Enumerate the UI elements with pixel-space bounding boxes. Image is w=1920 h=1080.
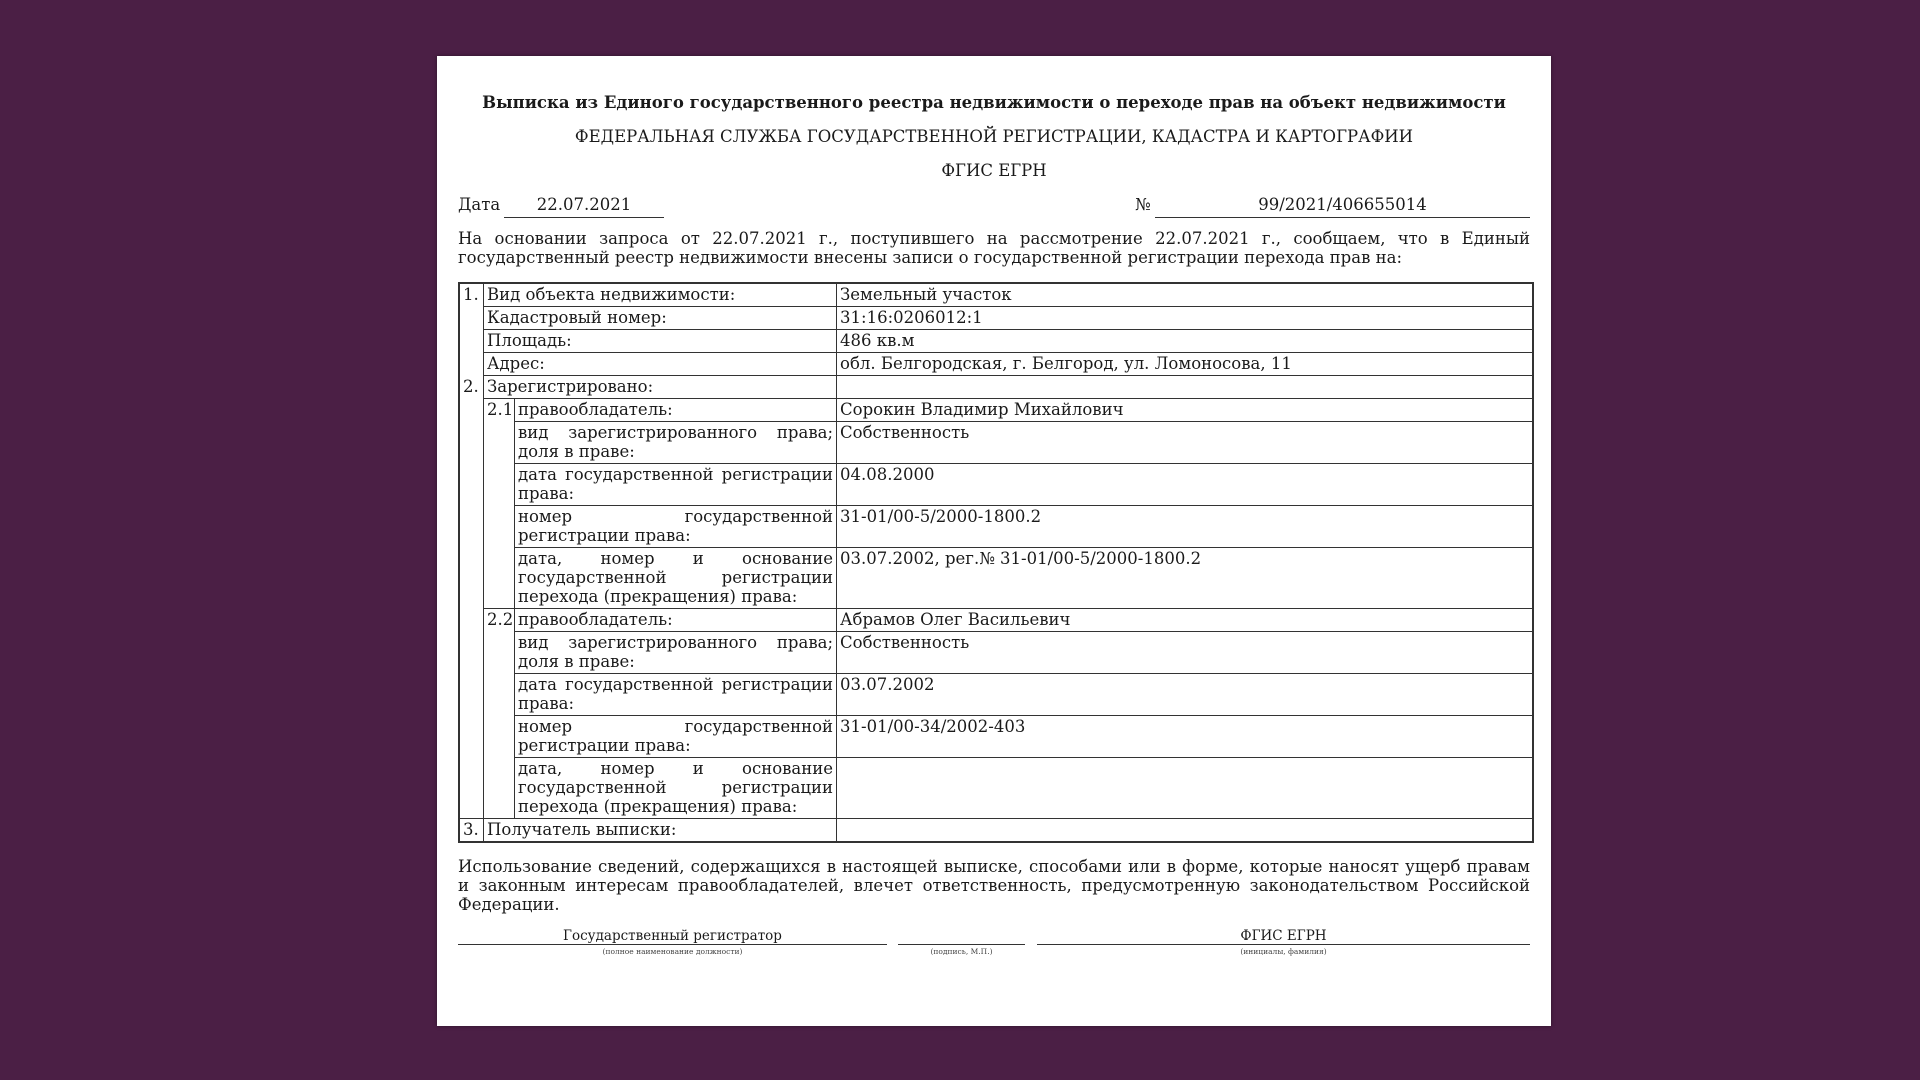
row-label: дата, номер и основание государственной регистрации перехода (прекращения) права:	[515, 548, 837, 609]
table-row	[460, 758, 1532, 819]
row-label: Зарегистрировано:	[484, 376, 837, 399]
row-label: номер государственной регистрации права:	[515, 716, 837, 758]
row-label: вид зарегистрированного права; доля в праве:	[515, 632, 837, 674]
document-body	[458, 93, 1530, 962]
document-title: Выписка из Единого государственного реестра недвижимости о переходе прав на объект недвижимости	[482, 93, 1506, 112]
row-label: дата государственной регистрации права:	[515, 464, 837, 506]
table-row	[460, 716, 1532, 758]
signature-caption: (подпись, М.П.)	[930, 947, 993, 956]
row-value: 31:16:0206012:1	[837, 307, 1532, 330]
signature-block	[458, 928, 1530, 962]
row-label: Получатель выписки:	[484, 819, 837, 841]
agency-name: ФЕДЕРАЛЬНАЯ СЛУЖБА ГОСУДАРСТВЕННОЙ РЕГИСТРАЦИИ, КАДАСТРА И КАРТОГРАФИИ	[574, 127, 1414, 146]
system-name: ФГИС ЕГРН	[941, 161, 1047, 180]
legal-notice: Использование сведений, содержащихся в настоящей выписке, способами или в форме, которые наносят ущерб правам и законным интересам правообладателей, влечет ответственность, предусмотренную законодательством Российской Федерации.	[458, 857, 1530, 914]
table-row	[460, 284, 1532, 307]
row-label: Вид объекта недвижимости:	[484, 284, 837, 307]
row-label: Площадь:	[484, 330, 837, 353]
row-label: Адрес:	[484, 353, 837, 376]
row-value: Земельный участок	[837, 284, 1532, 307]
table-row	[460, 353, 1532, 376]
signature-field	[898, 928, 1025, 945]
table-row	[460, 819, 1532, 841]
registry-table	[458, 282, 1534, 843]
row-label: номер государственной регистрации права:	[515, 506, 837, 548]
table-row	[460, 464, 1532, 506]
table-row	[460, 376, 1532, 399]
row-value: Абрамов Олег Васильевич	[837, 609, 1532, 632]
section-number: 2.	[460, 376, 484, 819]
section-number: 3.	[460, 819, 484, 841]
row-label: Кадастровый номер:	[484, 307, 837, 330]
row-value: Сорокин Владимир Михайлович	[837, 399, 1532, 422]
row-value: обл. Белгородская, г. Белгород, ул. Ломоносова, 11	[837, 353, 1532, 376]
date-number-line	[458, 195, 1530, 219]
row-value: 31-01/00-5/2000-1800.2	[837, 506, 1532, 548]
position-caption: (полное наименование должности)	[602, 947, 743, 956]
number-value: 99/2021/406655014	[1155, 195, 1530, 218]
table-row	[460, 609, 1532, 632]
name-caption: (инициалы, фамилия)	[1240, 947, 1327, 956]
row-value: 04.08.2000	[837, 464, 1532, 506]
intro-paragraph: На основании запроса от 22.07.2021 г., поступившего на рассмотрение 22.07.2021 г., сообщаем, что в Единый государственный реестр недвижимости внесены записи о государственной регистрации перехода прав на:	[458, 229, 1530, 267]
row-label: правообладатель:	[515, 399, 837, 422]
row-value: 03.07.2002, рег.№ 31-01/00-5/2000-1800.2	[837, 548, 1532, 609]
row-value	[837, 758, 1532, 819]
row-value: 03.07.2002	[837, 674, 1532, 716]
table-row	[460, 330, 1532, 353]
table-row	[460, 422, 1532, 464]
table-row	[460, 632, 1532, 674]
table-row	[460, 399, 1532, 422]
document-page	[437, 56, 1551, 1026]
row-label: дата, номер и основание государственной регистрации перехода (прекращения) права:	[515, 758, 837, 819]
row-value: 31-01/00-34/2002-403	[837, 716, 1532, 758]
table-row	[460, 674, 1532, 716]
row-value	[837, 376, 1532, 399]
table-row	[460, 506, 1532, 548]
row-label: дата государственной регистрации права:	[515, 674, 837, 716]
section-number: 1.	[460, 284, 484, 376]
holder-number: 2.1	[484, 399, 515, 609]
date-value: 22.07.2021	[504, 195, 664, 218]
holder-number: 2.2	[484, 609, 515, 819]
date-label: Дата	[458, 195, 501, 214]
row-label: правообладатель:	[515, 609, 837, 632]
table-row	[460, 548, 1532, 609]
row-value: 486 кв.м	[837, 330, 1532, 353]
registrar-position: Государственный регистратор	[458, 928, 887, 945]
registrar-name: ФГИС ЕГРН	[1037, 928, 1530, 945]
row-value: Собственность	[837, 422, 1532, 464]
row-value	[837, 819, 1532, 841]
table-row	[460, 307, 1532, 330]
row-value: Собственность	[837, 632, 1532, 674]
number-label: №	[1135, 195, 1151, 214]
row-label: вид зарегистрированного права; доля в праве:	[515, 422, 837, 464]
